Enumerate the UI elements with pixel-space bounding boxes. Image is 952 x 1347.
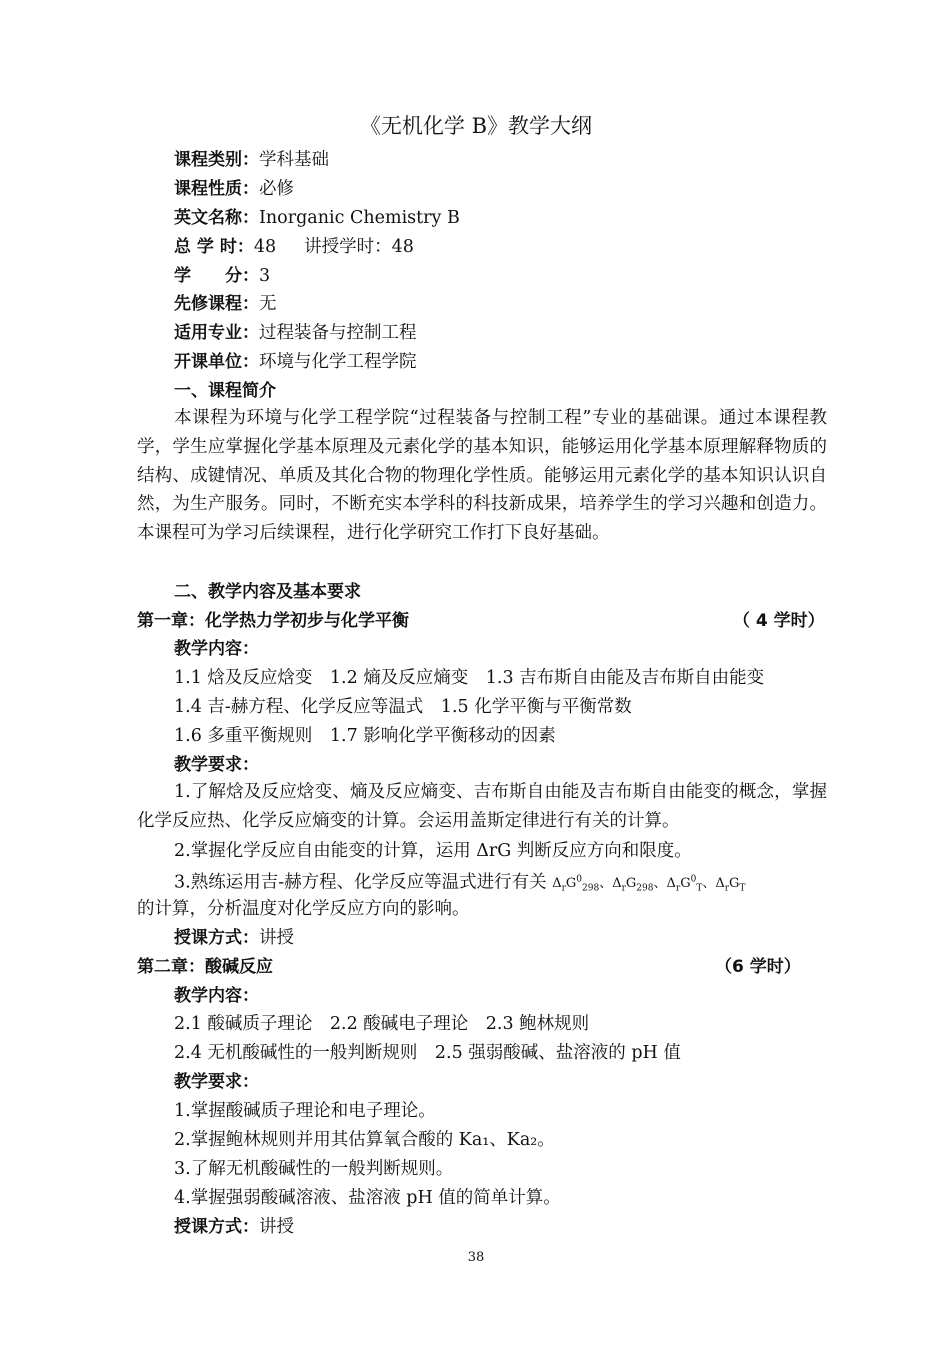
chapter1-content-line: 1.4 吉-赫方程、化学反应等温式 1.5 化学平衡与平衡常数 [174, 697, 632, 717]
chapter1-title: 第一章：化学热力学初步与化学平衡 [137, 611, 409, 631]
chapter2-requirement: 3.了解无机酸碱性的一般判断规则。 [174, 1159, 454, 1179]
thermo-formulas: $\Delta_rG^0_{298}$、$\Delta_rG_{298}$、$\Delta_rG^0_T$、$\Delta_rG_T$ [552, 875, 746, 894]
applicable-major: 适用专业：过程装备与控制工程 [174, 323, 417, 343]
chapter2-method: 授课方式：讲授 [174, 1217, 294, 1237]
total-hours: 总 学 时：48 讲授学时：48 [174, 237, 414, 257]
chapter1-method: 授课方式：讲授 [174, 928, 294, 948]
course-category: 课程类别：学科基础 [174, 150, 329, 170]
chapter1-requirement-1: 1.了解焓及反应焓变、熵及反应熵变、吉布斯自由能及吉布斯自由能变的概念，掌握化学反应热、化学反应熵变的计算。会运用盖斯定律进行有关的计算。 [137, 782, 827, 831]
chapter2-content-line: 2.4 无机酸碱性的一般判断规则 2.5 强弱酸碱、盐溶液的 pH 值 [174, 1043, 681, 1063]
chapter1-content-line: 1.1 焓及反应焓变 1.2 熵及反应熵变 1.3 吉布斯自由能及吉布斯自由能变 [174, 668, 765, 688]
chapter2-content-label: 教学内容： [174, 986, 259, 1006]
chapter2-content-line: 2.1 酸碱质子理论 2.2 酸碱电子理论 2.3 鲍林规则 [174, 1014, 590, 1034]
prerequisites: 先修课程：无 [174, 294, 277, 314]
course-nature: 课程性质：必修 [174, 179, 294, 199]
page-number: 38 [467, 1250, 485, 1265]
chapter1-requirement-2: 2.掌握化学反应自由能变的计算，运用 ΔrG 判断反应方向和限度。 [174, 841, 692, 861]
chapter2-requirement: 4.掌握强弱酸碱溶液、盐溶液 pH 值的简单计算。 [174, 1188, 561, 1208]
chapter2-hours: （6 学时） [715, 957, 801, 977]
chapter2-requirements-label: 教学要求： [174, 1072, 259, 1092]
english-name: 英文名称：Inorganic Chemistry B [174, 208, 460, 228]
chapter2-requirement: 2.掌握鲍林规则并用其估算氧合酸的 Ka₁、Ka₂。 [174, 1130, 555, 1150]
chapter1-requirement-3: 3.熟练运用吉-赫方程、化学反应等温式进行有关 $\Delta_rG^0_{298}$、$\Delta_rG_{298}$、$\Delta_rG^0_T$、$\Delta_rG_T$ [174, 872, 746, 894]
section-heading-content: 二、教学内容及基本要求 [174, 582, 361, 602]
document-title: 《无机化学 B》教学大纲 [359, 114, 593, 138]
chapter1-requirements-label: 教学要求： [174, 755, 259, 775]
chapter1-hours: （ 4 学时） [733, 611, 825, 631]
section-heading-intro: 一、课程简介 [174, 381, 276, 401]
chapter1-requirement-3-cont: 的计算，分析温度对化学反应方向的影响。 [137, 899, 470, 919]
chapter2-requirement: 1.掌握酸碱质子理论和电子理论。 [174, 1101, 436, 1121]
offering-unit: 开课单位：环境与化学工程学院 [174, 352, 417, 372]
chapter2-title: 第二章：酸碱反应 [137, 957, 273, 977]
chapter1-content-label: 教学内容： [174, 639, 259, 659]
chapter1-content-line: 1.6 多重平衡规则 1.7 影响化学平衡移动的因素 [174, 726, 556, 746]
intro-paragraph: 本课程为环境与化学工程学院“过程装备与控制工程”专业的基础课。通过本课程教学，学生应掌握化学基本原理及元素化学的基本知识，能够运用化学基本原理解释物质的结构、成键情况、单质及其化合物的物理化学性质。能够运用元素化学的基本知识认识自然，为生产服务。同时，不断充实本学科的科技新成果，培养学生的学习兴趣和创造力。本课程可为学习后续课程，进行化学研究工作打下良好基础。 [137, 408, 827, 544]
credits: 学 分：3 [174, 266, 271, 286]
